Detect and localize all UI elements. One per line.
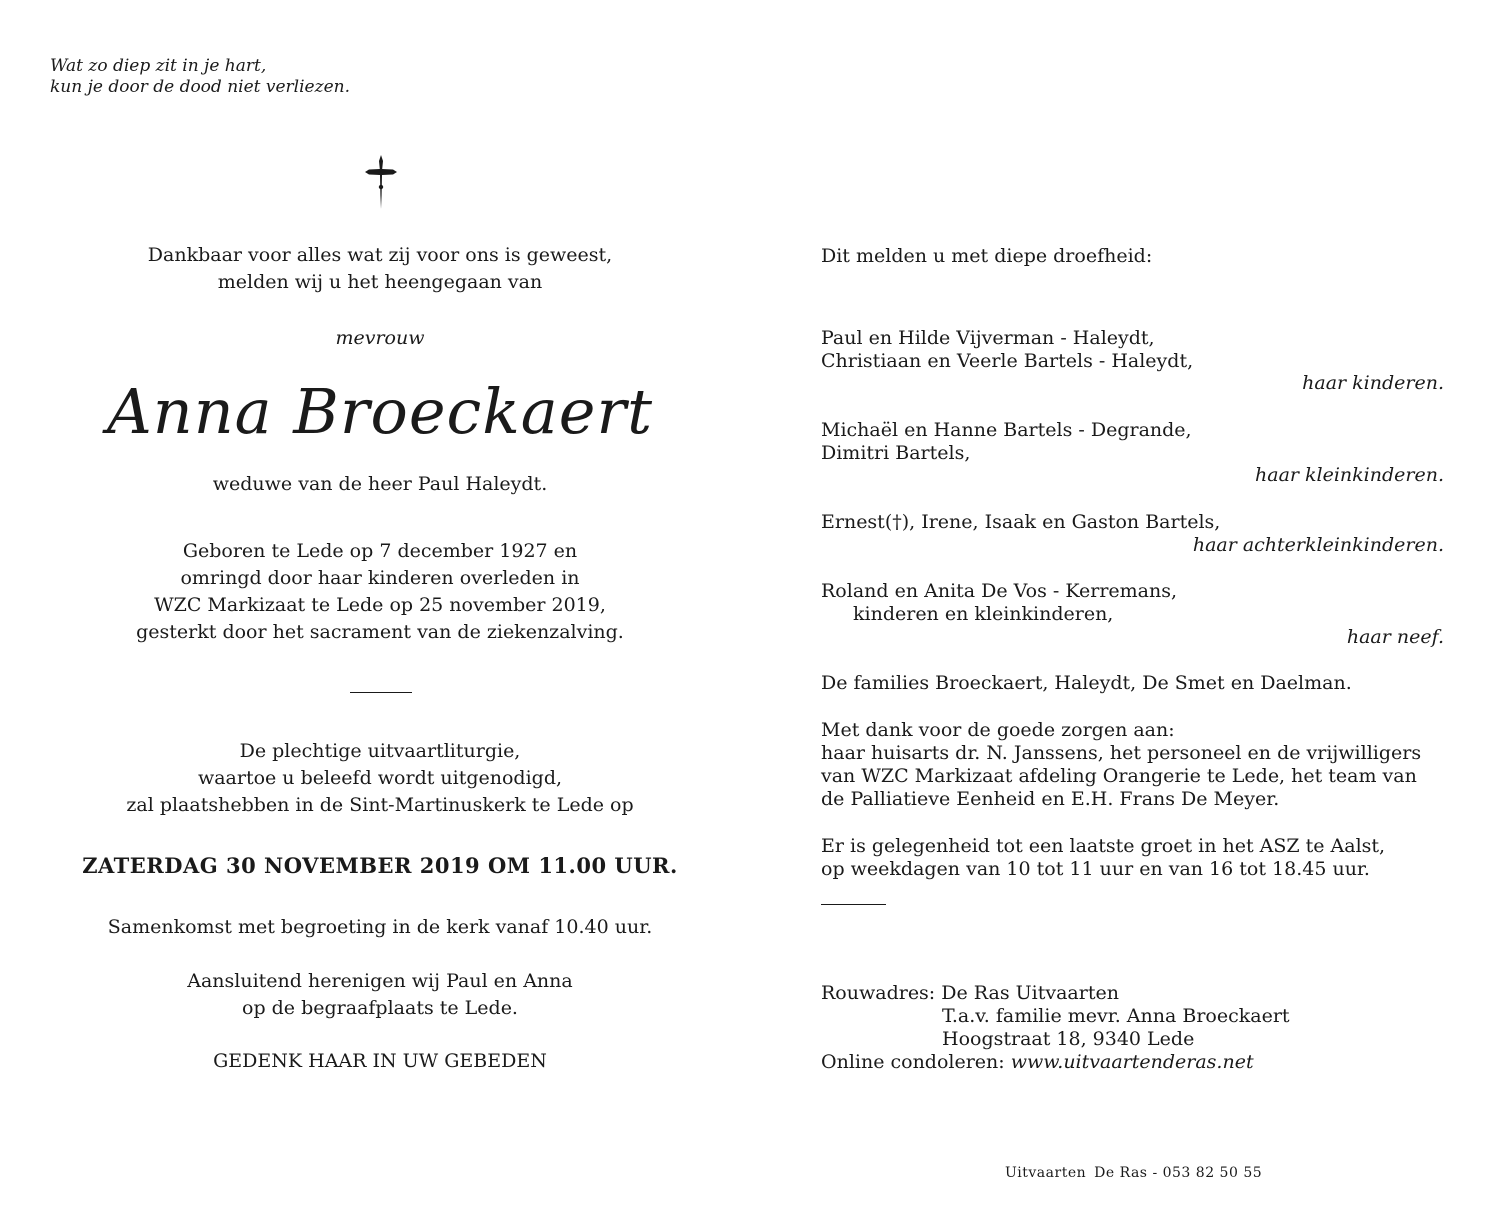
funeral-date: ZATERDAG 30 NOVEMBER 2019 OM 11.00 UUR. xyxy=(82,853,678,878)
address-line-2: T.a.v. familie mevr. Anna Broeckaert xyxy=(942,1005,1290,1027)
children-role: haar kinderen. xyxy=(1302,372,1444,394)
nephew-line-2: kinderen en kleinkinderen, xyxy=(853,603,1114,625)
address-company: De Ras Uitvaarten xyxy=(941,982,1119,1004)
motto-line-1: Wat zo diep zit in je hart, xyxy=(50,56,267,76)
burial-line-2: op de begraafplaats te Lede. xyxy=(242,997,518,1019)
greatgrandchildren-role: haar achterkleinkinderen. xyxy=(1192,534,1444,556)
prayer-text: GEDENK HAAR IN UW GEBEDEN xyxy=(213,1050,547,1072)
thanks-line-1: Met dank voor de goede zorgen aan: xyxy=(821,719,1175,741)
widow-line: weduwe van de heer Paul Haleydt. xyxy=(212,473,548,495)
birth-line-1: Geboren te Lede op 7 december 1927 en xyxy=(182,540,578,562)
birth-line-4: gesterkt door het sacrament van de ziekenzalving. xyxy=(136,621,624,643)
address-label: Rouwadres: xyxy=(821,982,936,1004)
address-line-3: Hoogstraat 18, 9340 Lede xyxy=(942,1028,1195,1050)
grandchildren-role: haar kleinkinderen. xyxy=(1255,464,1444,486)
title-word: mevrouw xyxy=(335,327,425,349)
greatgrandchildren-names: Ernest(†), Irene, Isaak en Gaston Bartels, xyxy=(821,511,1221,533)
motto-quote xyxy=(50,56,350,98)
liturgy-line-2: waartoe u beleefd wordt uitgenodigd, xyxy=(197,767,563,789)
cross-icon xyxy=(364,155,398,209)
burial-line-1: Aansluitend herenigen wij Paul en Anna xyxy=(187,970,573,992)
families-text: De families Broeckaert, Haleydt, De Smet en Daelman. xyxy=(821,672,1352,694)
thanks-line-4: de Palliatieve Eenheid en E.H. Frans De Meyer. xyxy=(821,788,1280,810)
nephew-names xyxy=(821,580,1177,626)
grandchildren-line-2: Dimitri Bartels, xyxy=(821,442,971,464)
children-line-1: Paul en Hilde Vijverman - Haleydt, xyxy=(821,327,1155,349)
online-label: Online condoleren: xyxy=(821,1051,1005,1073)
motto-line-2: kun je door de dood niet verliezen. xyxy=(50,77,350,97)
nephew-line-1: Roland en Anita De Vos - Kerremans, xyxy=(821,580,1178,602)
liturgy-line-3: zal plaatshebben in de Sint-Martinuskerk te Lede op xyxy=(126,794,634,816)
grandchildren-names xyxy=(821,419,1192,465)
footer-credit xyxy=(1005,1165,1262,1181)
thanks-line-3: van WZC Markizaat afdeling Orangerie te Lede, het team van xyxy=(821,765,1417,787)
birth-death-text xyxy=(80,538,680,646)
grandchildren-line-1: Michaël en Hanne Bartels - Degrande, xyxy=(821,419,1192,441)
online-condolence xyxy=(821,1051,1290,1074)
burial-text xyxy=(80,968,680,1022)
divider-right xyxy=(821,904,886,905)
footer-company: Uitvaarten xyxy=(1005,1165,1087,1181)
nephew-role: haar neef. xyxy=(1346,626,1444,648)
children-names xyxy=(821,327,1193,373)
mourning-address xyxy=(821,982,1290,1074)
birth-line-3: WZC Markizaat te Lede op 25 november 2019, xyxy=(154,594,606,616)
gathering-text: Samenkomst met begroeting in de kerk vanaf 10.40 uur. xyxy=(107,916,653,938)
visit-text xyxy=(821,835,1385,881)
address-line-1 xyxy=(821,982,1290,1005)
deceased-name: Anna Broeckaert xyxy=(106,375,654,448)
divider-left xyxy=(350,692,412,693)
thanks-text xyxy=(821,719,1421,811)
online-url[interactable]: www.uitvaartenderas.net xyxy=(1010,1051,1254,1073)
visit-line-2: op weekdagen van 10 tot 11 uur en van 16 tot 18.45 uur. xyxy=(821,858,1370,880)
intro-line-1: Dankbaar voor alles wat zij voor ons is geweest, xyxy=(147,244,613,266)
footer-phone: - 053 82 50 55 xyxy=(1152,1165,1263,1181)
visit-line-1: Er is gelegenheid tot een laatste groet in het ASZ te Aalst, xyxy=(821,835,1386,857)
liturgy-text xyxy=(80,738,680,819)
footer-name: De Ras xyxy=(1094,1165,1148,1181)
intro-text xyxy=(80,242,680,296)
intro-line-2: melden wij u het heengegaan van xyxy=(217,271,543,293)
children-line-2: Christiaan en Veerle Bartels - Haleydt, xyxy=(821,350,1194,372)
announce-text: Dit melden u met diepe droefheid: xyxy=(821,245,1153,267)
thanks-line-2: haar huisarts dr. N. Janssens, het personeel en de vrijwilligers xyxy=(821,742,1422,764)
liturgy-line-1: De plechtige uitvaartliturgie, xyxy=(239,740,521,762)
birth-line-2: omringd door haar kinderen overleden in xyxy=(180,567,580,589)
